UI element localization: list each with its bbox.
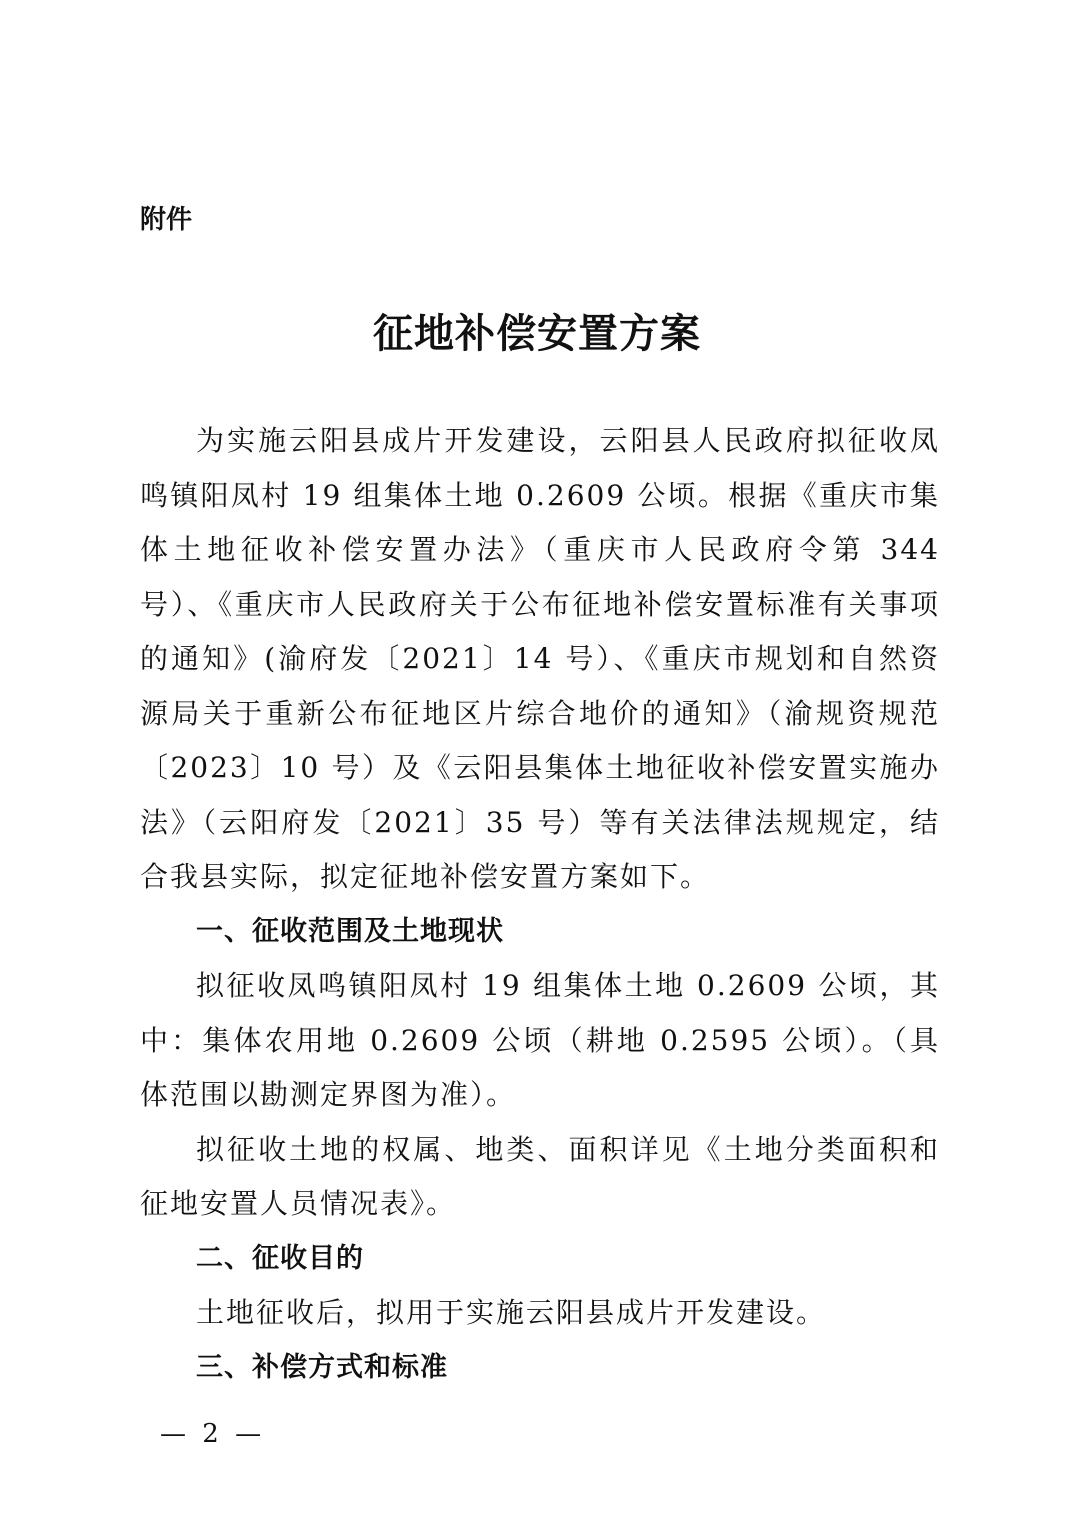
page-number: — 2 — xyxy=(160,1419,266,1449)
section-heading-purpose: 二、征收目的 xyxy=(196,1242,364,1274)
section-heading-scope: 一、征收范围及土地现状 xyxy=(196,915,504,947)
document-body xyxy=(140,414,940,1395)
section-heading-compensation: 三、补偿方式和标准 xyxy=(196,1351,448,1383)
section-scope-paragraph-2: 拟征收土地的权属、地类、面积详见《土地分类面积和征地安置人员情况表》。 xyxy=(140,1132,940,1220)
attachment-label: 附件 xyxy=(140,205,193,235)
page-title: 征地补偿安置方案 xyxy=(373,311,701,357)
section-scope-paragraph-1: 拟征收凤鸣镇阳凤村 19 组集体土地 0.2609 公顷，其中：集体农用地 0.2609 公顷（耕地 0.2595 公顷）。（具体范围以勘测定界图为准）。 xyxy=(140,969,940,1111)
section-purpose-paragraph-1: 土地征收后，拟用于实施云阳县成片开发建设。 xyxy=(196,1296,827,1329)
intro-paragraph: 为实施云阳县成片开发建设，云阳县人民政府拟征收凤鸣镇阳凤村 19 组集体土地 0.2609 公顷。根据《重庆市集体土地征收补偿安置办法》（重庆市人民政府令第 344 号）、《重庆市人民政府关于公布征地补偿安置标准有关事项的通知》(渝府发〔2021〕14 号）、《重庆市规划和自然资源局关于重新公布征地区片综合地价的通知》（渝规资规范〔2023〕10 号）及《云阳县集体土地征收补偿安置实施办法》（云阳府发〔2021〕35 号）等有关法律法规规定，结合我县实际，拟定征地补偿安置方案如下。 xyxy=(140,424,940,893)
